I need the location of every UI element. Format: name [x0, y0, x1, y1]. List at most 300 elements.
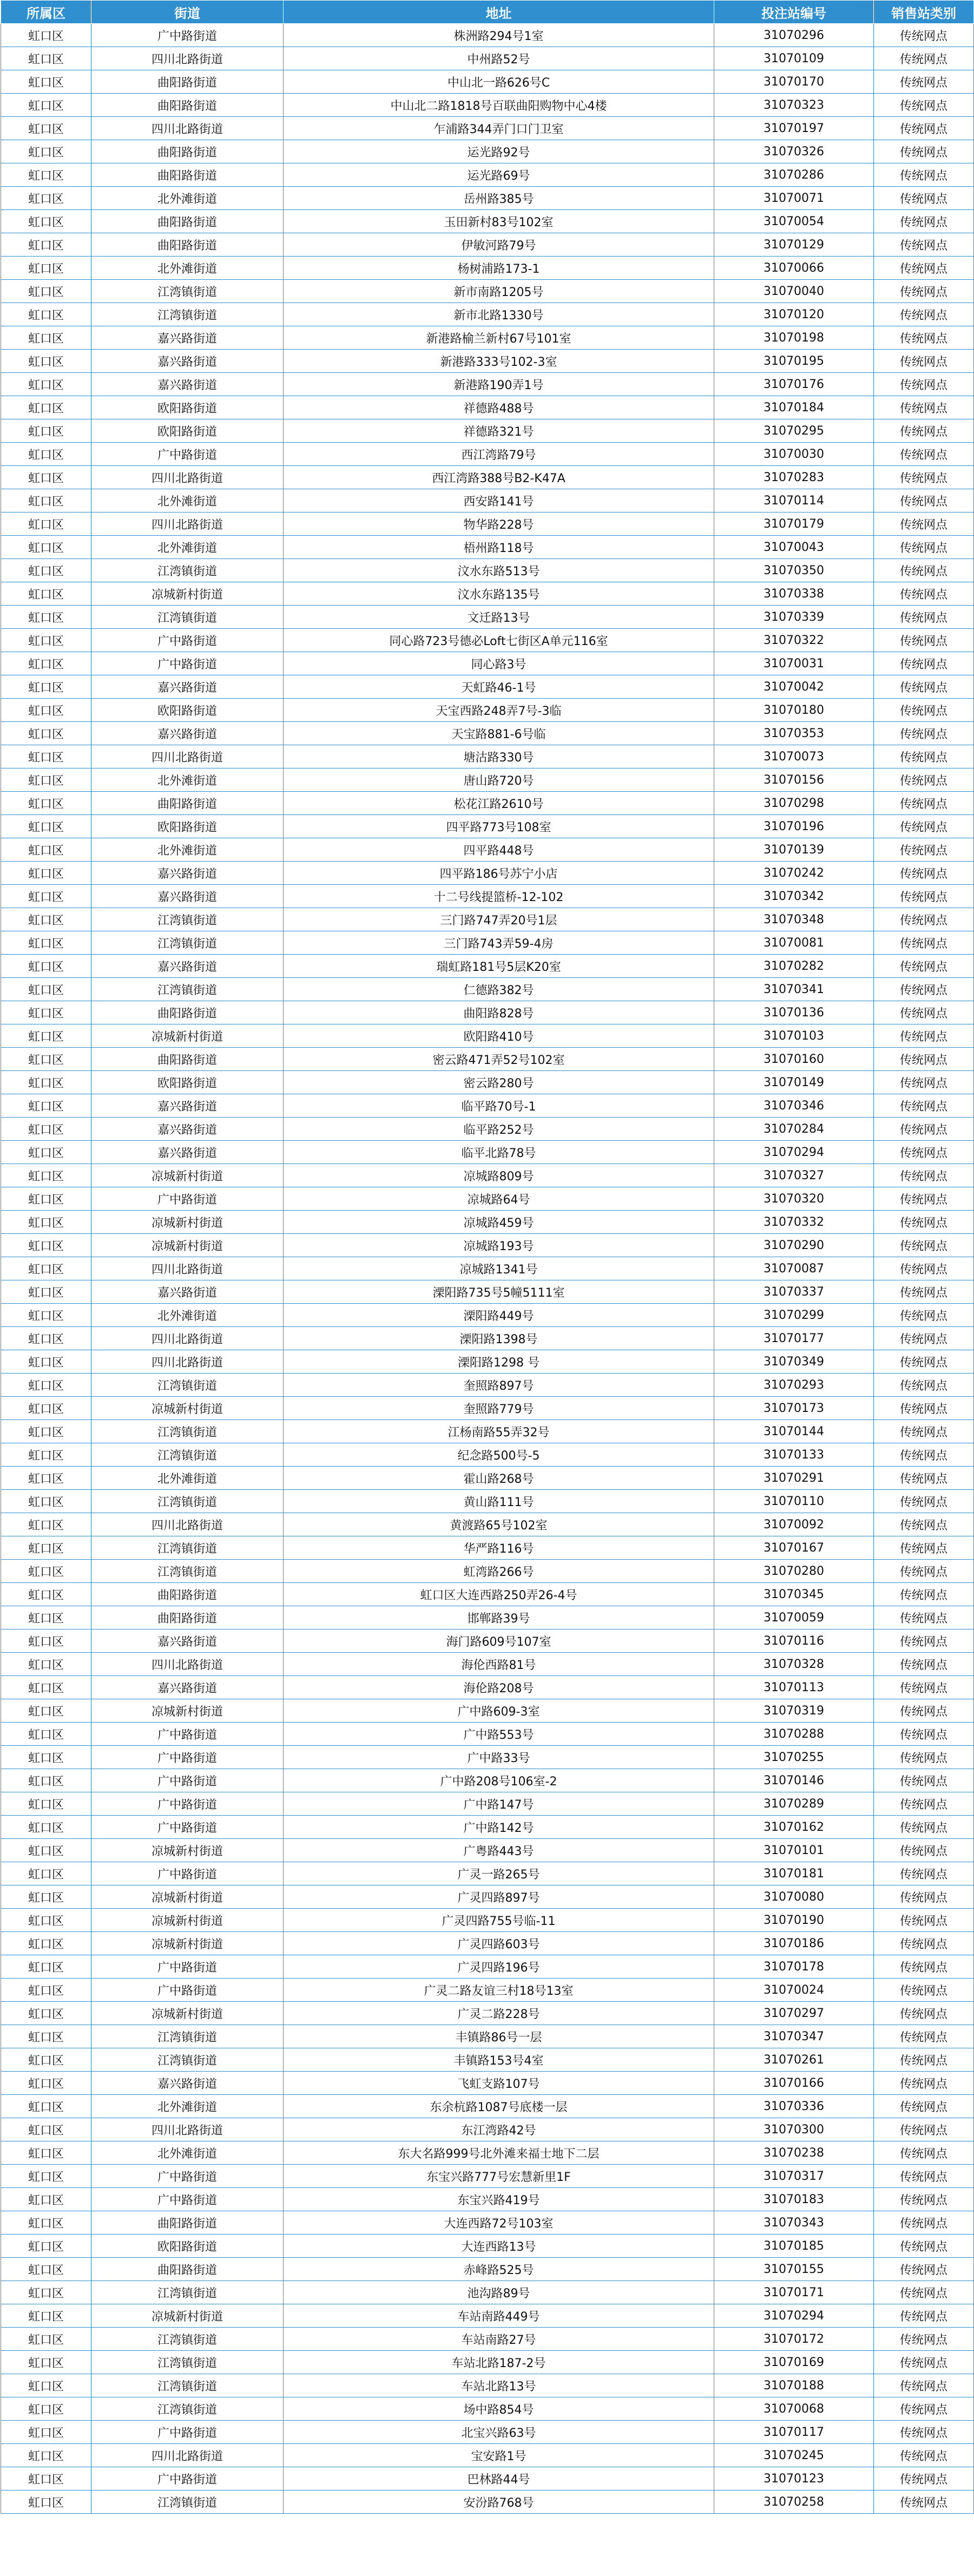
- cell-station-id: 31070169: [714, 2351, 874, 2374]
- cell-district: 虹口区: [1, 280, 91, 303]
- cell-street: 广中路街道: [91, 1955, 284, 1979]
- table-body: [1, 24, 974, 2514]
- cell-address: 四平路186号苏宁小店: [284, 862, 714, 885]
- cell-station-type: 传统网点: [874, 1420, 974, 1443]
- cell-address: 丰镇路153号4室: [284, 2048, 714, 2072]
- cell-station-type: 传统网点: [874, 419, 974, 443]
- cell-district: 虹口区: [1, 1536, 91, 1560]
- cell-district: 虹口区: [1, 2304, 91, 2328]
- cell-station-id: 31070353: [714, 722, 874, 745]
- cell-street: 广中路街道: [91, 1723, 284, 1746]
- cell-station-type: 传统网点: [874, 117, 974, 140]
- cell-station-type: 传统网点: [874, 466, 974, 489]
- cell-street: 广中路街道: [91, 443, 284, 466]
- cell-address: 广中路208号106室-2: [284, 1769, 714, 1792]
- cell-address: 邯郸路39号: [284, 1606, 714, 1629]
- cell-district: 虹口区: [1, 1676, 91, 1699]
- cell-district: 虹口区: [1, 1746, 91, 1769]
- table-row: [1, 838, 974, 862]
- table-row: [1, 2048, 974, 2072]
- cell-station-type: 传统网点: [874, 512, 974, 536]
- cell-address: 东宝兴路419号: [284, 2188, 714, 2211]
- cell-district: 虹口区: [1, 1327, 91, 1350]
- cell-station-type: 传统网点: [874, 1676, 974, 1699]
- cell-district: 虹口区: [1, 163, 91, 187]
- cell-station-id: 31070337: [714, 1280, 874, 1304]
- cell-district: 虹口区: [1, 1769, 91, 1792]
- table-row: [1, 931, 974, 955]
- cell-station-type: 传统网点: [874, 396, 974, 419]
- cell-station-id: 31070332: [714, 1211, 874, 1234]
- table-row: [1, 536, 974, 559]
- cell-street: 江湾镇街道: [91, 2490, 284, 2514]
- cell-street: 凉城新村街道: [91, 1932, 284, 1955]
- cell-street: 江湾镇街道: [91, 978, 284, 1001]
- cell-station-type: 传统网点: [874, 1467, 974, 1490]
- cell-station-id: 31070110: [714, 1490, 874, 1513]
- table-row: [1, 885, 974, 908]
- cell-station-id: 31070261: [714, 2048, 874, 2072]
- cell-station-type: 传统网点: [874, 1769, 974, 1792]
- table-row: [1, 1909, 974, 1932]
- cell-address: 凉城路1341号: [284, 1257, 714, 1280]
- cell-address: 车站北路13号: [284, 2374, 714, 2397]
- cell-station-type: 传统网点: [874, 652, 974, 675]
- table-row: [1, 1187, 974, 1211]
- cell-address: 赤峰路525号: [284, 2258, 714, 2281]
- cell-district: 虹口区: [1, 2374, 91, 2397]
- cell-district: 虹口区: [1, 373, 91, 396]
- cell-district: 虹口区: [1, 1443, 91, 1467]
- cell-address: 曲阳路828号: [284, 1001, 714, 1024]
- cell-district: 虹口区: [1, 2165, 91, 2188]
- cell-station-id: 31070294: [714, 2304, 874, 2328]
- cell-station-id: 31070109: [714, 47, 874, 70]
- cell-address: 天宝路881-6号临: [284, 722, 714, 745]
- cell-station-id: 31070284: [714, 1118, 874, 1141]
- cell-district: 虹口区: [1, 1257, 91, 1280]
- cell-address: 株洲路294号1室: [284, 24, 714, 47]
- cell-station-type: 传统网点: [874, 326, 974, 350]
- cell-district: 虹口区: [1, 1001, 91, 1024]
- cell-district: 虹口区: [1, 675, 91, 699]
- cell-district: 虹口区: [1, 862, 91, 885]
- cell-address: 临平北路78号: [284, 1141, 714, 1164]
- cell-street: 四川北路街道: [91, 1257, 284, 1280]
- cell-station-type: 传统网点: [874, 1257, 974, 1280]
- cell-station-type: 传统网点: [874, 489, 974, 512]
- cell-station-id: 31070144: [714, 1420, 874, 1443]
- table-row: [1, 1885, 974, 1909]
- table-row: [1, 94, 974, 117]
- table-row: [1, 1606, 974, 1629]
- table-row: [1, 955, 974, 978]
- header-address: 地址: [284, 1, 714, 24]
- cell-station-id: 31070160: [714, 1048, 874, 1071]
- cell-station-type: 传统网点: [874, 1141, 974, 1164]
- cell-district: 虹口区: [1, 2444, 91, 2467]
- cell-address: 广灵四路196号: [284, 1955, 714, 1979]
- table-row: [1, 2188, 974, 2211]
- cell-station-id: 31070196: [714, 815, 874, 838]
- cell-address: 岳州路385号: [284, 187, 714, 210]
- cell-district: 虹口区: [1, 70, 91, 94]
- cell-station-id: 31070172: [714, 2328, 874, 2351]
- cell-street: 曲阳路街道: [91, 163, 284, 187]
- cell-street: 江湾镇街道: [91, 2328, 284, 2351]
- cell-station-type: 传统网点: [874, 815, 974, 838]
- table-row: [1, 2025, 974, 2048]
- table-row: [1, 1955, 974, 1979]
- cell-station-id: 31070156: [714, 768, 874, 792]
- cell-street: 北外滩街道: [91, 489, 284, 512]
- cell-station-id: 31070136: [714, 1001, 874, 1024]
- cell-address: 海门路609号107室: [284, 1629, 714, 1653]
- cell-street: 四川北路街道: [91, 117, 284, 140]
- cell-district: 虹口区: [1, 2025, 91, 2048]
- cell-address: 梧州路118号: [284, 536, 714, 559]
- cell-station-id: 31070113: [714, 1676, 874, 1699]
- cell-street: 欧阳路街道: [91, 1071, 284, 1094]
- cell-address: 临平路252号: [284, 1118, 714, 1141]
- cell-district: 虹口区: [1, 1653, 91, 1676]
- cell-district: 虹口区: [1, 94, 91, 117]
- cell-station-id: 31070343: [714, 2211, 874, 2235]
- cell-station-id: 31070198: [714, 326, 874, 350]
- table-row: [1, 1350, 974, 1374]
- cell-district: 虹口区: [1, 1211, 91, 1234]
- cell-district: 虹口区: [1, 1374, 91, 1397]
- table-row: [1, 350, 974, 373]
- cell-station-type: 传统网点: [874, 1839, 974, 1862]
- cell-street: 曲阳路街道: [91, 2211, 284, 2235]
- cell-station-type: 传统网点: [874, 443, 974, 466]
- table-row: [1, 1094, 974, 1118]
- cell-street: 江湾镇街道: [91, 931, 284, 955]
- cell-station-id: 31070087: [714, 1257, 874, 1280]
- cell-address: 十二号线提篮桥-12-102: [284, 885, 714, 908]
- cell-address: 奎照路779号: [284, 1397, 714, 1420]
- cell-address: 天宝西路248弄7号-3临: [284, 699, 714, 722]
- cell-station-type: 传统网点: [874, 1490, 974, 1513]
- cell-station-type: 传统网点: [874, 978, 974, 1001]
- cell-station-type: 传统网点: [874, 2095, 974, 2118]
- cell-district: 虹口区: [1, 1141, 91, 1164]
- cell-station-id: 31070326: [714, 140, 874, 163]
- cell-address: 纪念路500号-5: [284, 1443, 714, 1467]
- cell-station-type: 传统网点: [874, 373, 974, 396]
- table-row: [1, 443, 974, 466]
- cell-address: 新港路190弄1号: [284, 373, 714, 396]
- cell-station-type: 传统网点: [874, 1048, 974, 1071]
- cell-address: 宝安路1号: [284, 2444, 714, 2467]
- cell-address: 广中路33号: [284, 1746, 714, 1769]
- cell-address: 黄山路111号: [284, 1490, 714, 1513]
- cell-address: 大连西路72号103室: [284, 2211, 714, 2235]
- cell-address: 溧阳路449号: [284, 1304, 714, 1327]
- cell-address: 乍浦路344弄门口门卫室: [284, 117, 714, 140]
- table-row: [1, 1443, 974, 1467]
- cell-address: 海伦西路81号: [284, 1653, 714, 1676]
- table-row: [1, 396, 974, 419]
- cell-station-id: 31070040: [714, 280, 874, 303]
- cell-street: 四川北路街道: [91, 512, 284, 536]
- cell-district: 虹口区: [1, 1513, 91, 1536]
- cell-station-type: 传统网点: [874, 2328, 974, 2351]
- cell-street: 凉城新村街道: [91, 2304, 284, 2328]
- cell-district: 虹口区: [1, 2421, 91, 2444]
- header-row: [1, 1, 974, 24]
- cell-station-id: 31070101: [714, 1839, 874, 1862]
- cell-street: 北外滩街道: [91, 536, 284, 559]
- cell-station-type: 传统网点: [874, 1164, 974, 1187]
- cell-station-id: 31070336: [714, 2095, 874, 2118]
- cell-station-id: 31070179: [714, 512, 874, 536]
- table-row: [1, 978, 974, 1001]
- cell-station-id: 31070293: [714, 1374, 874, 1397]
- cell-station-type: 传统网点: [874, 1699, 974, 1723]
- cell-address: 奎照路897号: [284, 1374, 714, 1397]
- stations-table: [1, 0, 974, 2514]
- cell-station-id: 31070120: [714, 303, 874, 326]
- cell-street: 北外滩街道: [91, 768, 284, 792]
- cell-street: 嘉兴路街道: [91, 326, 284, 350]
- cell-street: 广中路街道: [91, 1862, 284, 1885]
- cell-district: 虹口区: [1, 2048, 91, 2072]
- table-row: [1, 1164, 974, 1187]
- cell-district: 虹口区: [1, 326, 91, 350]
- table-row: [1, 1420, 974, 1443]
- cell-address: 新市南路1205号: [284, 280, 714, 303]
- cell-station-type: 传统网点: [874, 1862, 974, 1885]
- cell-street: 嘉兴路街道: [91, 1280, 284, 1304]
- cell-address: 东宝兴路777号宏慧新里1F: [284, 2165, 714, 2188]
- cell-address: 文迁路13号: [284, 606, 714, 629]
- cell-station-type: 传统网点: [874, 2048, 974, 2072]
- cell-station-id: 31070042: [714, 675, 874, 699]
- cell-station-type: 传统网点: [874, 606, 974, 629]
- cell-station-id: 31070139: [714, 838, 874, 862]
- header-station-id: 投注站编号: [714, 1, 874, 24]
- cell-street: 北外滩街道: [91, 1304, 284, 1327]
- table-row: [1, 117, 974, 140]
- cell-station-id: 31070080: [714, 1885, 874, 1909]
- cell-district: 虹口区: [1, 1490, 91, 1513]
- table-row: [1, 2002, 974, 2025]
- cell-address: 广灵一路265号: [284, 1862, 714, 1885]
- cell-station-id: 31070180: [714, 699, 874, 722]
- cell-address: 仁德路382号: [284, 978, 714, 1001]
- table-row: [1, 792, 974, 815]
- cell-address: 西江湾路79号: [284, 443, 714, 466]
- cell-station-id: 31070258: [714, 2490, 874, 2514]
- cell-station-type: 传统网点: [874, 536, 974, 559]
- cell-address: 溧阳路735号5幢5111室: [284, 1280, 714, 1304]
- table-row: [1, 2374, 974, 2397]
- cell-address: 三门路743弄59-4房: [284, 931, 714, 955]
- table-row: [1, 1024, 974, 1048]
- table-row: [1, 2258, 974, 2281]
- cell-street: 北外滩街道: [91, 1467, 284, 1490]
- cell-street: 江湾镇街道: [91, 2281, 284, 2304]
- table-row: [1, 1560, 974, 1583]
- cell-address: 广灵四路603号: [284, 1932, 714, 1955]
- table-row: [1, 1071, 974, 1094]
- cell-street: 广中路街道: [91, 1816, 284, 1839]
- cell-street: 欧阳路街道: [91, 2235, 284, 2258]
- cell-district: 虹口区: [1, 1839, 91, 1862]
- cell-address: 四平路448号: [284, 838, 714, 862]
- cell-station-id: 31070320: [714, 1187, 874, 1211]
- cell-station-type: 传统网点: [874, 745, 974, 768]
- cell-district: 虹口区: [1, 931, 91, 955]
- cell-station-type: 传统网点: [874, 2002, 974, 2025]
- cell-address: 祥德路321号: [284, 419, 714, 443]
- cell-street: 广中路街道: [91, 1187, 284, 1211]
- cell-street: 北外滩街道: [91, 2141, 284, 2165]
- cell-station-id: 31070197: [714, 117, 874, 140]
- table-row: [1, 1397, 974, 1420]
- cell-station-type: 传统网点: [874, 1606, 974, 1629]
- cell-district: 虹口区: [1, 1699, 91, 1723]
- cell-station-type: 传统网点: [874, 1653, 974, 1676]
- cell-address: 广中路142号: [284, 1816, 714, 1839]
- cell-street: 江湾镇街道: [91, 559, 284, 582]
- cell-station-type: 传统网点: [874, 257, 974, 280]
- cell-district: 虹口区: [1, 233, 91, 257]
- cell-station-type: 传统网点: [874, 885, 974, 908]
- cell-address: 场中路854号: [284, 2397, 714, 2421]
- cell-station-id: 31070031: [714, 652, 874, 675]
- cell-station-type: 传统网点: [874, 1397, 974, 1420]
- cell-street: 广中路街道: [91, 1769, 284, 1792]
- cell-street: 四川北路街道: [91, 466, 284, 489]
- table-row: [1, 2095, 974, 2118]
- cell-street: 曲阳路街道: [91, 233, 284, 257]
- table-row: [1, 1001, 974, 1024]
- cell-district: 虹口区: [1, 1187, 91, 1211]
- table-row: [1, 1234, 974, 1257]
- table-row: [1, 722, 974, 745]
- cell-address: 新市北路1330号: [284, 303, 714, 326]
- cell-station-type: 传统网点: [874, 792, 974, 815]
- cell-station-id: 31070116: [714, 1629, 874, 1653]
- cell-street: 欧阳路街道: [91, 699, 284, 722]
- cell-station-type: 传统网点: [874, 47, 974, 70]
- cell-station-id: 31070133: [714, 1443, 874, 1467]
- cell-address: 巴林路44号: [284, 2467, 714, 2490]
- table-row: [1, 2235, 974, 2258]
- table-row: [1, 1653, 974, 1676]
- table-row: [1, 1467, 974, 1490]
- cell-address: 广中路147号: [284, 1792, 714, 1816]
- cell-station-id: 31070059: [714, 1606, 874, 1629]
- cell-street: 曲阳路街道: [91, 210, 284, 233]
- cell-address: 广灵二路友谊三村18号13室: [284, 1979, 714, 2002]
- cell-station-type: 传统网点: [874, 1350, 974, 1374]
- cell-station-type: 传统网点: [874, 2118, 974, 2141]
- cell-station-type: 传统网点: [874, 1955, 974, 1979]
- cell-station-type: 传统网点: [874, 1979, 974, 2002]
- cell-street: 欧阳路街道: [91, 396, 284, 419]
- cell-street: 嘉兴路街道: [91, 722, 284, 745]
- cell-district: 虹口区: [1, 2467, 91, 2490]
- cell-station-id: 31070349: [714, 1350, 874, 1374]
- cell-station-type: 传统网点: [874, 2281, 974, 2304]
- cell-street: 凉城新村街道: [91, 2002, 284, 2025]
- table-row: [1, 1746, 974, 1769]
- cell-district: 虹口区: [1, 1885, 91, 1909]
- cell-station-type: 传统网点: [874, 2258, 974, 2281]
- table-row: [1, 1048, 974, 1071]
- cell-address: 华严路116号: [284, 1536, 714, 1560]
- table-row: [1, 1211, 974, 1234]
- cell-station-type: 传统网点: [874, 2072, 974, 2095]
- cell-station-id: 31070290: [714, 1234, 874, 1257]
- cell-station-id: 31070183: [714, 2188, 874, 2211]
- cell-address: 汶水东路135号: [284, 582, 714, 606]
- table-row: [1, 280, 974, 303]
- cell-station-type: 传统网点: [874, 1187, 974, 1211]
- cell-station-id: 31070323: [714, 94, 874, 117]
- cell-address: 虹口区大连西路250弄26-4号: [284, 1583, 714, 1606]
- cell-station-type: 传统网点: [874, 70, 974, 94]
- cell-station-type: 传统网点: [874, 187, 974, 210]
- cell-station-type: 传统网点: [874, 1560, 974, 1583]
- cell-station-id: 31070171: [714, 2281, 874, 2304]
- table-row: [1, 1769, 974, 1792]
- cell-street: 曲阳路街道: [91, 94, 284, 117]
- cell-address: 汶水东路513号: [284, 559, 714, 582]
- table-row: [1, 908, 974, 931]
- cell-district: 虹口区: [1, 908, 91, 931]
- cell-district: 虹口区: [1, 559, 91, 582]
- cell-station-id: 31070184: [714, 396, 874, 419]
- cell-station-id: 31070176: [714, 373, 874, 396]
- cell-station-type: 传统网点: [874, 1746, 974, 1769]
- cell-address: 凉城路64号: [284, 1187, 714, 1211]
- cell-district: 虹口区: [1, 1792, 91, 1816]
- table-row: [1, 233, 974, 257]
- cell-street: 嘉兴路街道: [91, 350, 284, 373]
- cell-street: 广中路街道: [91, 24, 284, 47]
- table-row: [1, 2165, 974, 2188]
- cell-station-type: 传统网点: [874, 2141, 974, 2165]
- cell-district: 虹口区: [1, 1560, 91, 1583]
- cell-district: 虹口区: [1, 512, 91, 536]
- cell-address: 密云路471弄52号102室: [284, 1048, 714, 1071]
- cell-station-type: 传统网点: [874, 350, 974, 373]
- cell-address: 杨树浦路173-1: [284, 257, 714, 280]
- cell-district: 虹口区: [1, 2281, 91, 2304]
- cell-address: 车站南路449号: [284, 2304, 714, 2328]
- cell-station-id: 31070103: [714, 1024, 874, 1048]
- cell-street: 广中路街道: [91, 1979, 284, 2002]
- cell-street: 江湾镇街道: [91, 2374, 284, 2397]
- cell-street: 曲阳路街道: [91, 792, 284, 815]
- table-row: [1, 745, 974, 768]
- cell-district: 虹口区: [1, 1932, 91, 1955]
- cell-street: 北外滩街道: [91, 257, 284, 280]
- cell-address: 霍山路268号: [284, 1467, 714, 1490]
- cell-station-type: 传统网点: [874, 2397, 974, 2421]
- cell-address: 东江湾路42号: [284, 2118, 714, 2141]
- cell-station-id: 31070317: [714, 2165, 874, 2188]
- cell-district: 虹口区: [1, 1955, 91, 1979]
- cell-address: 海伦路208号: [284, 1676, 714, 1699]
- cell-street: 江湾镇街道: [91, 1374, 284, 1397]
- table-row: [1, 815, 974, 838]
